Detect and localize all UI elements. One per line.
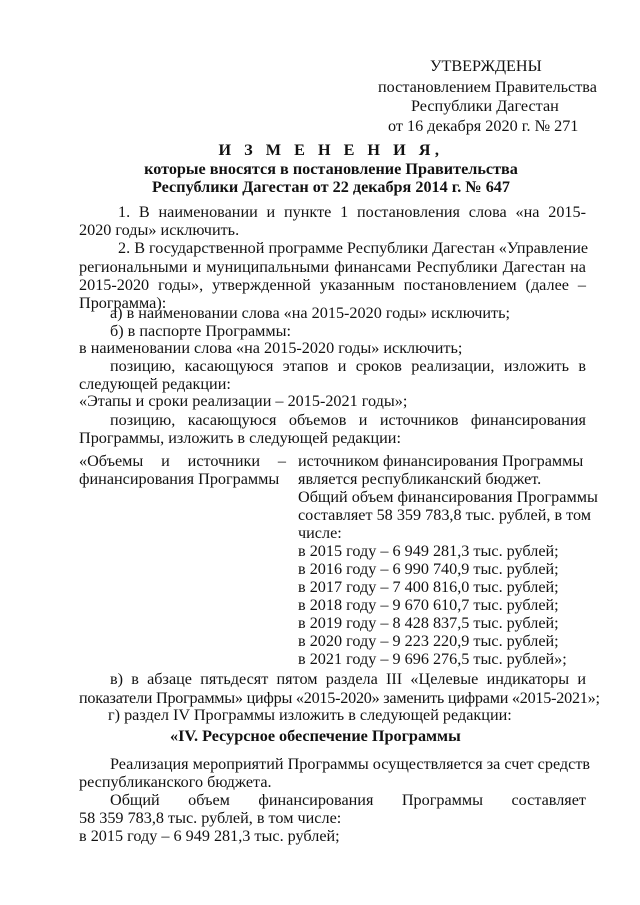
paragraph-b-2: в наименовании слова «на 2015-2020 годы» исключить;	[79, 339, 463, 357]
paragraph-v-line-1: в) в абзаце пятьдесят пятом раздела III «Целевые индикаторы и	[110, 670, 586, 688]
section-paragraph-2-line-1: Общий объем финансирования Программы составляет	[110, 791, 586, 809]
paragraph-g: г) раздел IV Программы изложить в следующей редакции:	[108, 706, 512, 724]
approval-line-2: постановлением Правительства	[378, 78, 597, 96]
table-right-line: составляет 58 359 783,8 тыс. рублей, в том	[298, 506, 592, 524]
section-paragraph-1-line-2: республиканского бюджета.	[79, 773, 272, 791]
table-right-line: в 2021 году – 9 696 276,5 тыс. рублей»;	[298, 650, 567, 668]
approval-line-3: Республики Дагестан	[411, 97, 559, 115]
table-left-line-1: «Объемы и источники –	[79, 452, 286, 470]
document-title: И З М Е Н Е Н И Я,	[218, 141, 444, 159]
paragraph-c-line-2: следующей редакции:	[79, 375, 231, 393]
paragraph-2-line-1: 2. В государственной программе Республики Дагестан «Управление	[118, 239, 589, 257]
paragraph-b: б) в паспорте Программы:	[110, 322, 291, 340]
table-right-line: в 2020 году – 9 223 220,9 тыс. рублей;	[298, 632, 559, 650]
section-title: «IV. Ресурсное обеспечение Программы	[170, 727, 461, 745]
paragraph-2-line-4: Программа):	[79, 294, 167, 312]
table-right-line: источником финансирования Программы	[298, 452, 584, 470]
paragraph-c-line-1: позицию, касающуюся этапов и сроков реализации, изложить в	[110, 357, 586, 375]
table-left-line-2: финансирования Программы	[79, 470, 280, 488]
section-paragraph-2-line-3: в 2015 году – 6 949 281,3 тыс. рублей;	[79, 827, 340, 845]
document-subtitle-1: которые вносятся в постановление Правительства	[144, 160, 518, 178]
paragraph-c-line-3: «Этапы и сроки реализации – 2015-2021 годы»;	[79, 392, 408, 410]
table-right-line: в 2019 году – 8 428 837,5 тыс. рублей;	[298, 614, 559, 632]
paragraph-1-line-1: 1. В наименовании и пункте 1 постановления слова «на 2015-	[118, 203, 586, 221]
table-right-line: в 2016 году – 6 990 740,9 тыс. рублей;	[298, 560, 559, 578]
table-right-line: в 2015 году – 6 949 281,3 тыс. рублей;	[298, 542, 559, 560]
approval-line-4: от 16 декабря 2020 г. № 271	[388, 117, 579, 135]
document-subtitle-2: Республики Дагестан от 22 декабря 2014 г. № 647	[152, 178, 510, 196]
section-paragraph-2-line-2: 58 359 783,8 тыс. рублей, в том числе:	[79, 809, 342, 827]
table-right-line: в 2018 году – 9 670 610,7 тыс. рублей;	[298, 596, 559, 614]
paragraph-d-line-1: позицию, касающуюся объемов и источников финансирования	[110, 411, 586, 429]
paragraph-1-line-2: 2020 годы» исключить.	[79, 221, 240, 239]
table-right-line: Общий объем финансирования Программы	[298, 488, 598, 506]
paragraph-a: а) в наименовании слова «на 2015-2020 годы» исключить;	[110, 304, 510, 322]
table-right-line: числе:	[298, 524, 342, 542]
paragraph-2-line-2: региональными и муниципальными финансами Республики Дагестан на	[79, 258, 586, 276]
table-right-line: является республиканский бюджет.	[298, 470, 542, 488]
table-right-line: в 2017 году – 7 400 816,0 тыс. рублей;	[298, 578, 559, 596]
paragraph-v-line-2: показатели Программы» цифры «2015-2020» заменить цифрами «2015-2021»;	[79, 689, 600, 707]
paragraph-2-line-3: 2015-2020 годы», утвержденной указанным постановлением (далее –	[79, 276, 586, 294]
section-paragraph-1-line-1: Реализация мероприятий Программы осуществляется за счет средств	[110, 755, 591, 773]
paragraph-d-line-2: Программы, изложить в следующей редакции:	[79, 429, 401, 447]
approval-line-1: УТВЕРЖДЕНЫ	[430, 57, 542, 75]
